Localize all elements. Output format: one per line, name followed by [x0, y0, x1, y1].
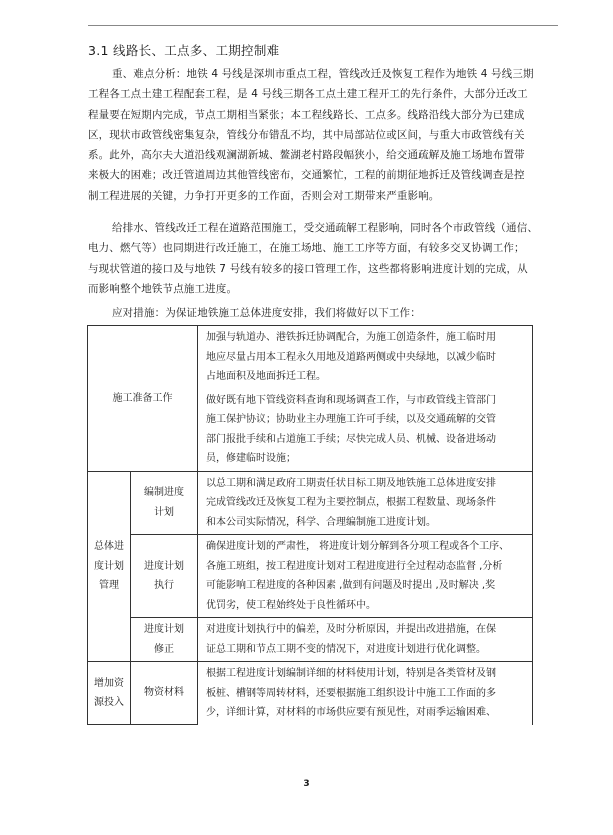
schedule-sub-label-cell — [131, 535, 198, 618]
schedule-group-label-cell — [88, 471, 131, 662]
cell-line: 管理 — [99, 580, 119, 591]
table-row — [88, 535, 533, 618]
text-line: 程量要在短期内完成，节点工期相当紧张；本工程线路长、工点多。线路沿线大部分为已建成 — [88, 108, 525, 121]
cell-line: 优罚劣，使工程始终处于良性循环中。 — [206, 599, 376, 611]
schedule-sub-label-cell — [131, 471, 198, 535]
resources-sub-label: 物资材料 — [144, 687, 184, 699]
paragraph-coordination — [88, 218, 558, 299]
cell-line: 做好既有地下管线资料查询和现场调查工作，与市政管线主管部门 — [206, 394, 496, 406]
resources-content-cell — [198, 662, 533, 725]
prep-label-cell — [88, 326, 198, 472]
cell-line: 可能影响工程进度的各种因素 ,做到有问题及时提出 ,及时解决 ,奖 — [206, 580, 496, 591]
paragraph-measures — [88, 303, 558, 323]
schedule-content-cell — [198, 471, 533, 535]
text-line: 给排水、管线改迁工程在道路范围施工，受交通疏解工程影响，同时各个市政管线（通信、 — [112, 222, 538, 234]
text-line: 应对措施：为保证地铁施工总体进度安排，我们将做好以下工作： — [112, 307, 421, 319]
prep-content-b-cell — [198, 389, 533, 472]
cell-line: 施工保护协议；协助业主办理施工许可手续，以及交通疏解的交管 — [206, 414, 496, 425]
paragraph-difficulty-analysis — [88, 64, 558, 206]
schedule-sub-label-cell — [131, 618, 198, 662]
text-line: 与现状管道的接口及与地铁 7 号线有较多的接口管理工作，这些都将影响进度计划的完成，从 — [88, 262, 528, 275]
text-line: 系。此外，高尔夫大道沿线观澜湖新城、鳌湖老村路段幅狭小，给交通疏解及施工场地布置带 — [88, 149, 525, 162]
cell-line: 根据工程进度计划编制详细的材料使用计划，特别是各类管材及钢 — [206, 668, 496, 679]
cell-line: 占地面积及地面拆迁工程。 — [206, 371, 326, 382]
table-row — [88, 326, 533, 389]
cell-line: 执行 — [154, 580, 174, 591]
cell-line: 各施工班组，按工程进度计划对工程进度进行全过程动态监督 ,分析 — [206, 560, 503, 572]
cell-line: 证总工期和节点工期不变的情况下，对进度计划进行优化调整。 — [206, 643, 486, 655]
text-line: 电力、燃气等）也同期进行改迁施工，在施工场地、施工工序等方面，有较多交叉协调工作； — [88, 242, 525, 255]
cell-line: 计划 — [154, 506, 174, 518]
table-row — [88, 662, 533, 725]
cell-line: 完成管线改迁及恢复工程为主要控制点，根据工程数量、现场条件 — [206, 497, 496, 508]
page-number: 3 — [303, 779, 310, 789]
cell-line: 地应尽量占用本工程永久用地及道路两侧或中央绿地，以减少临时 — [206, 351, 496, 363]
text-line: 制工程进展的关键，力争打开更多的工作面，否则会对工期带来严重影响。 — [88, 189, 440, 202]
cell-line: 对进度计划执行中的偏差，及时分析原因，并提出改进措施，在保 — [206, 624, 496, 635]
measures-table — [87, 325, 533, 725]
prep-label: 施工准备工作 — [112, 392, 173, 404]
cell-line: 总体进 — [94, 541, 124, 552]
cell-line: 少，详细计算，对材料的市场供应要有预见性，对雨季运输困难、 — [206, 707, 496, 718]
cell-line: 源投入 — [94, 697, 124, 708]
cell-line: 加强与轨道办、港铁拆迁协调配合，为施工创造条件，施工临时用 — [206, 332, 496, 343]
cell-line: 确保进度计划的严肃性， 将进度计划分解到各分项工程或各个工序、 — [206, 541, 510, 552]
prep-content-a-cell — [198, 326, 533, 389]
cell-line: 度计划 — [94, 560, 124, 572]
text-line: 工程各工点土建工程配套工程，是 4 号线三期各工点土建工程开工的先行条件，大部分迁改工 — [88, 88, 528, 101]
cell-line: 进度计划 — [144, 560, 184, 572]
resources-group-label-cell — [88, 662, 131, 725]
text-line: 区，现状市政管线密集复杂，管线分布错乱不均，其中局部站位或区间，与重大市政管线有关 — [88, 128, 525, 141]
cell-line: 和本公司实际情况，科学、合理编制施工进度计划。 — [206, 516, 436, 528]
resources-sub-label-cell — [131, 662, 198, 725]
cell-line: 员，修建临时设施； — [206, 453, 296, 464]
cell-line: 修正 — [154, 643, 174, 655]
schedule-content-cell — [198, 618, 533, 662]
section-title: 3.1 线路长、工点多、工期控制难 — [88, 43, 280, 58]
schedule-content-cell — [198, 535, 533, 618]
cell-line: 增加资 — [94, 677, 124, 689]
cell-line: 进度计划 — [144, 624, 184, 635]
cell-line: 编制进度 — [144, 487, 184, 499]
table-row — [88, 618, 533, 662]
text-line: 来极大的困难；改迁管道周边其他管线密布，交通繁忙，工程的前期征地拆迁及管线调查是控 — [88, 169, 525, 182]
cell-line: 部门报批手续和占道施工手续；尽快完成人员、机械、设备进场动 — [206, 433, 496, 445]
table-row — [88, 471, 533, 535]
cell-line: 板桩、槽钢等周转材料，还要根据施工组织设计中施工工作面的多 — [206, 687, 496, 699]
text-line: 重、难点分析：地铁 4 号线是深圳市重点工程，管线改迁及恢复工程作为地铁 4 号线三期 — [112, 68, 534, 80]
text-line: 而影响整个地铁节点施工进度。 — [88, 282, 238, 295]
header-rule — [88, 25, 558, 26]
cell-line: 以总工期和满足政府工期责任状目标工期及地铁施工总体进度安排 — [206, 477, 496, 489]
